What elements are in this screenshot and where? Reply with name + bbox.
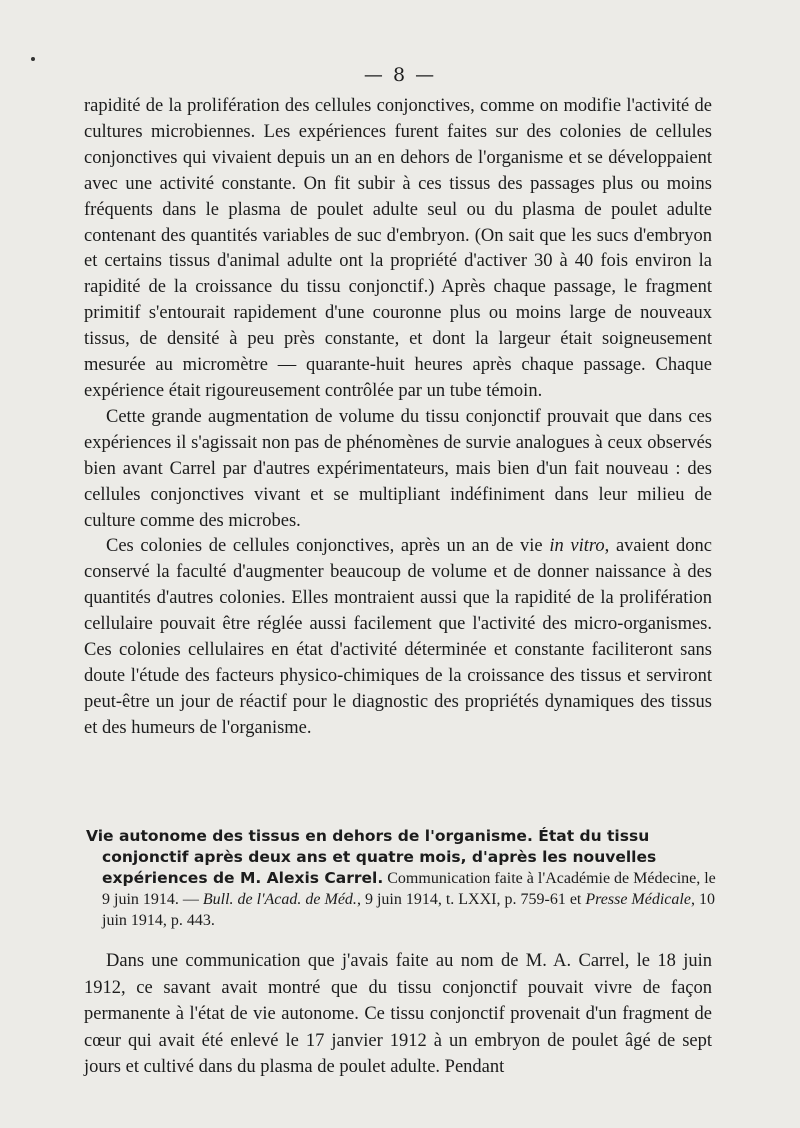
citation-part-c: , 9 juin 1914, t. LXXI, p. 759-61 et	[356, 891, 586, 908]
citation-part-a: Communication faite à l'Académie de Médecine, le 9 juin 1914. —	[102, 870, 716, 908]
heading-line-3-wrap	[86, 868, 726, 931]
section-2-paragraph: Dans une communication que j'avais faite au nom de M. A. Carrel, le 18 juin 1912, ce savant avait montré que du tissu conjonctif pouvait vivre de façon permanente à l'état de vie autonome. Ce tissu conjonctif provenait d'un fragment de cœur qui avait été enlevé le 17 janvier 1912 à un embryon de poulet âgé de sept jours et cultivé dans du plasma de poulet adulte. Pendant	[84, 951, 712, 1077]
section-heading	[86, 826, 726, 931]
body-text	[84, 94, 712, 742]
citation-journal: Bull. de l'Acad. de Méd.	[202, 891, 357, 908]
paragraph-3-italic: in vitro	[549, 536, 605, 557]
paragraph-1: rapidité de la prolifération des cellules conjonctives, comme on modifie l'activité de cultures microbiennes. Les expériences furent faites sur des colonies de cellules conjonctives qui vivaient depuis un an en dehors de l'organisme et se développaient avec une activité constante. On fit subir à ces tissus des passages plus ou moins fréquents dans le plasma de poulet adulte seul ou du plasma de poulet adulte contenant des quantités variables de suc d'embryon. (On sait que les sucs d'embryon et certains tissus d'animal adulte ont la propriété d'activer 30 à 40 fois environ la rapidité de la croissance du tissu conjonctif.) Après chaque passage, le fragment primitif s'entourait rapidement d'une couronne plus ou moins large de nouveaux tissus, de densité à peu près constante, et dont la largeur était soigneusement mesurée au micromètre — quarante-huit heures après chaque passage. Chaque expérience était rigoureusement contrôlée par un tube témoin.	[84, 96, 712, 401]
heading-line-2: conjonctif après deux ans et quatre mois, d'après les nouvelles	[102, 848, 657, 866]
paragraph-2: Cette grande augmentation de volume du tissu conjonctif prouvait que dans ces expériences il s'agissait non pas de phénomènes de survie analogues à ceux observés bien avant Carrel par d'autres expérimentateurs, mais bien d'un fait nouveau : des cellules conjonctives vivant et se multipliant indéfiniment dans leur milieu de culture comme des microbes.	[84, 406, 712, 531]
paragraph-3-after: , avaient donc conservé la faculté d'augmenter beaucoup de volume et de donner naissance à des quantités d'autres colonies. Elles montraient aussi que la rapidité de la prolifération cellulaire pouvait être réglée aussi facilement que l'activité des micro-organismes. Ces colonies cellulaires en état d'activité déterminée et constante faciliteront sans doute l'étude des facteurs physico-chimiques de la croissance des tissus et serviront peut-être un jour de réactif pour le diagnostic des propriétés dynamiques des tissus et des humeurs de l'organisme.	[84, 536, 712, 738]
page-number: — 8 —	[363, 64, 437, 86]
paragraph-3-before: Ces colonies de cellules conjonctives, après un an de vie	[106, 536, 550, 557]
section-2-text	[84, 948, 712, 1081]
citation-presse: Presse Médicale	[585, 891, 691, 908]
heading-line-3: expériences de M. Alexis Carrel.	[102, 869, 384, 887]
ink-speck	[31, 57, 35, 61]
paragraph-3	[84, 534, 712, 741]
citation-part-e: , 10 juin 1914, p. 443.	[102, 891, 715, 929]
heading-line-1: Vie autonome des tissus en dehors de l'organisme. État du tissu	[86, 827, 650, 845]
